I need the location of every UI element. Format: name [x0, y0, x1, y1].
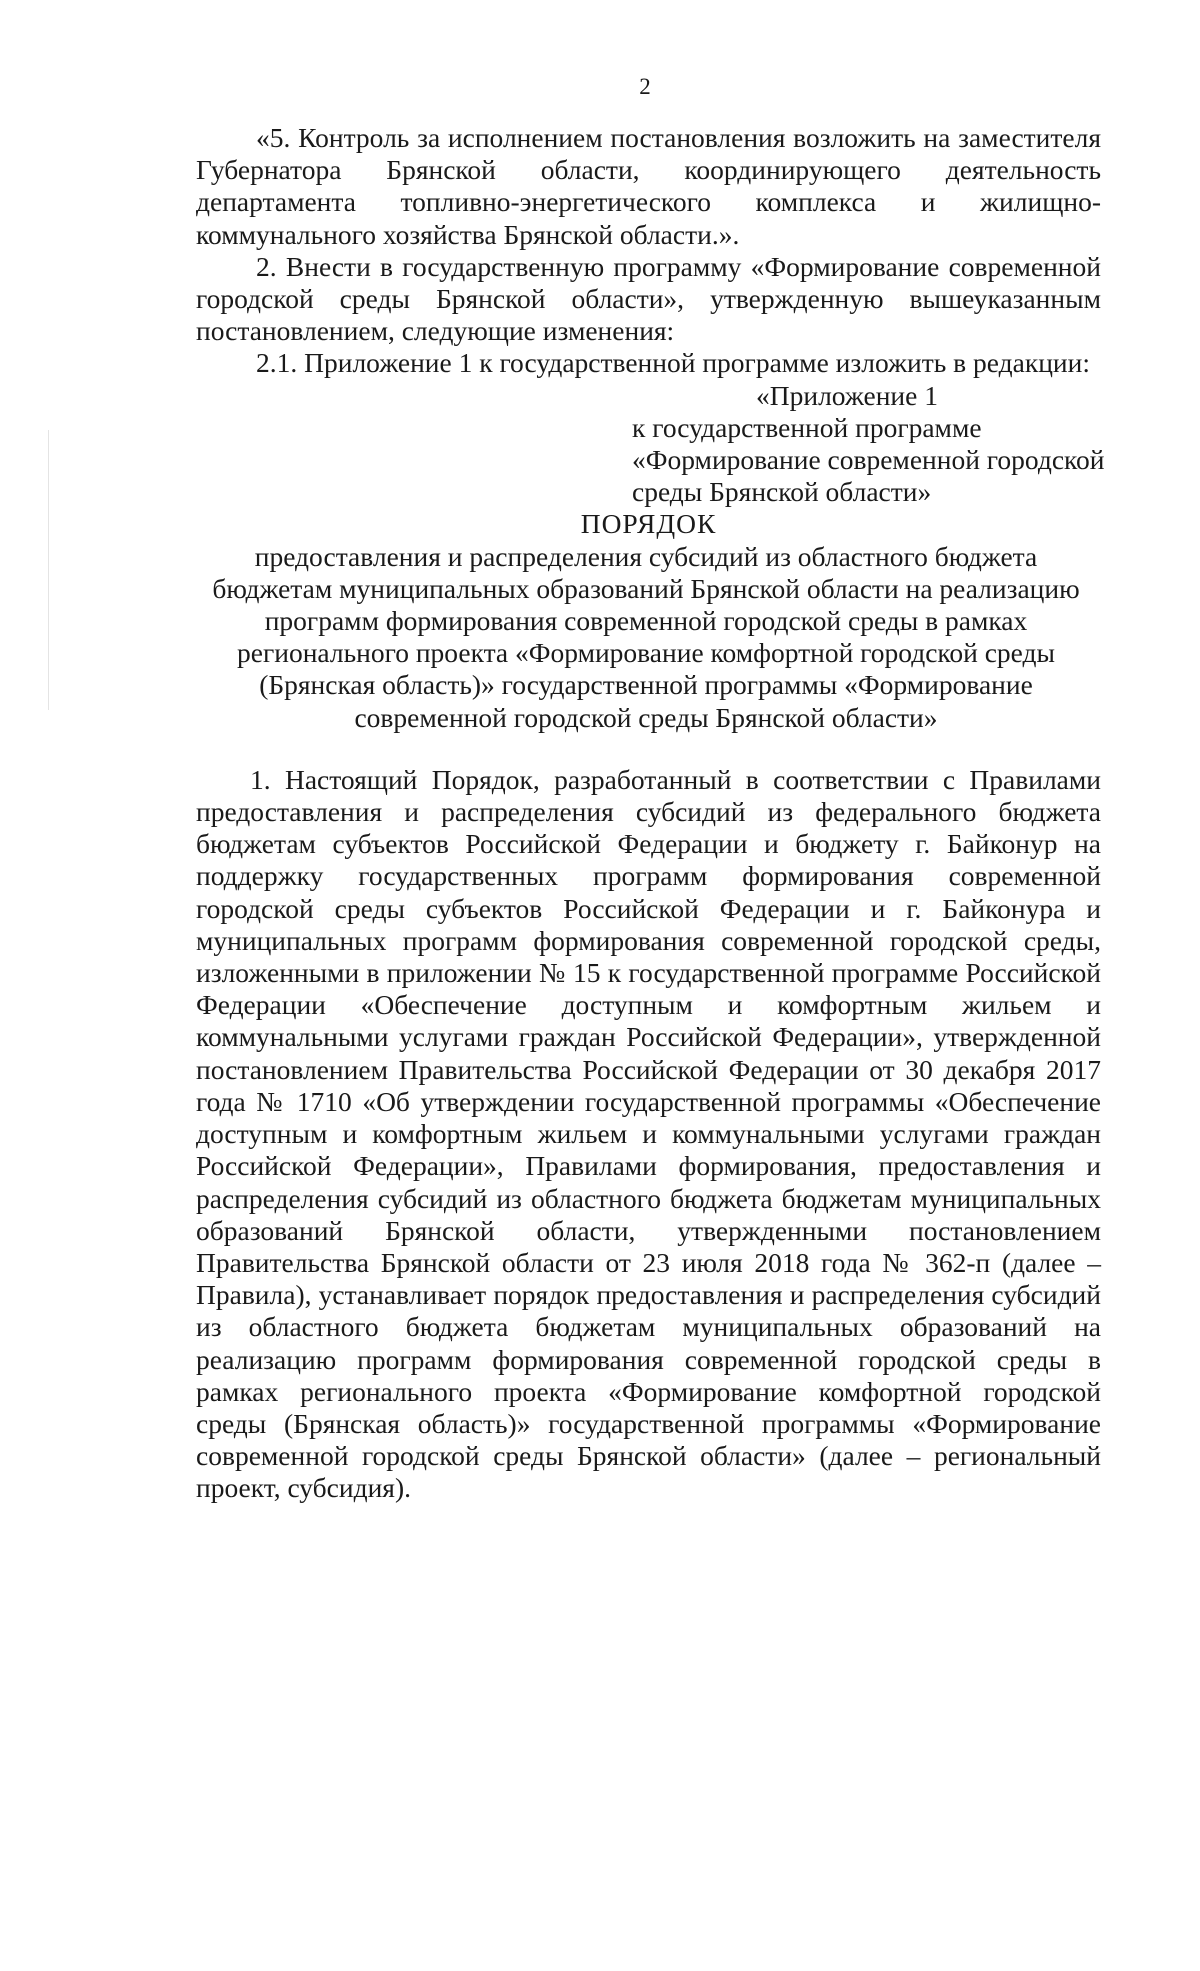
- paragraph-5: «5. Контроль за исполнением постановления возложить на заместителя Губернатора Брянской области, координирующего деятельность департамента топливно-энергетического комплекса и жилищно-коммунального хозяйства Брянской области.».: [196, 122, 1101, 250]
- document-subtitle: предоставления и распределения субсидий из областного бюджета бюджетам муниципальных образований Брянской области на реализацию программ формирования современной городской среды в рамках регионального проекта «Формирование комфортной городской среды (Брянская область)» государственной программы «Формирование современной городской среды Брянской области»: [212, 540, 1080, 733]
- paragraph-1: 1. Настоящий Порядок, разработанный в соответствии с Правилами предоставления и распределения субсидий из федерального бюджета бюджетам субъектов Российской Федерации и бюджету г. Байконур на поддержку государственных программ формирования современной городской среды субъектов Российской Федерации и г. Байконура и муниципальных программ формирования современной городской среды, изложенными в приложении № 15 к государственной программе Российской Федерации «Обеспечение доступным и комфортным жильем и коммунальными услугами граждан Российской Федерации», утвержденной постановлением Правительства Российской Федерации от 30 декабря 2017 года № 1710 «Об утверждении государственной программы «Обеспечение доступным и комфортным жильем и коммунальными услугами граждан Российской Федерации», Правилами формирования, предоставления и распределения субсидий из областного бюджета бюджетам муниципальных образований Брянской области, утвержденными постановлением Правительства Брянской области от 23 июля 2018 года № 362-п (далее – Правила), устанавливает порядок предоставления и распределения субсидий из областного бюджета бюджетам муниципальных образований на реализацию программ формирования современной городской среды в рамках регионального проекта «Формирование комфортной городской среды (Брянская область)» государственной программы «Формирование современной городской среды Брянской области» (далее – региональный проект, субсидия).: [196, 763, 1101, 1504]
- appendix-reference: [632, 380, 1112, 509]
- appendix-line-1: «Приложение 1: [756, 379, 938, 411]
- scan-margin-mark: [48, 430, 49, 710]
- appendix-line-2: к государственной программе «Формирование современной городской среды Брянской области»: [632, 411, 1105, 508]
- paragraph-2: 2. Внести в государственную программу «Формирование современной городской среды Брянской области», утвержденную вышеуказанным постановлением, следующие изменения:: [196, 250, 1101, 347]
- document-title: ПОРЯДОК: [580, 508, 717, 540]
- document-body: [196, 122, 1105, 1505]
- page-number: 2: [639, 74, 651, 99]
- paragraph-2-1: 2.1. Приложение 1 к государственной программе изложить в редакции:: [256, 347, 1090, 379]
